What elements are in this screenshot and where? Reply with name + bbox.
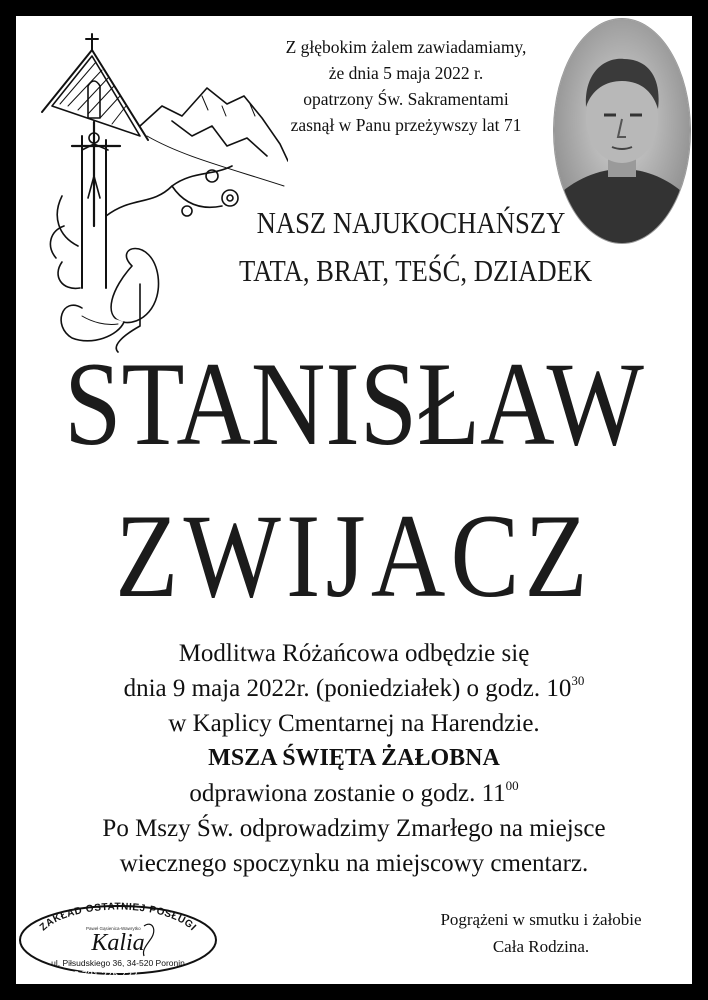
intro-line: że dnia 5 maja 2022 r. [328,63,484,83]
family-signature [426,906,656,960]
details-line: Modlitwa Różańcowa odbędzie się [178,640,530,667]
signature-line-1: Pogrążeni w smutku i żałobie [440,910,642,929]
details-line: wiecznego spoczynku na miejscowy cmentarz. [119,850,589,877]
funeral-home-arc-text: ZAKŁAD OSTATNIEJ POSŁUGI [37,901,199,934]
funeral-home-phone: tel. +48 721 275 722 [46,970,138,981]
mass-title: MSZA ŚWIĘTA ŻAŁOBNA [208,745,500,771]
intro-line: zasnął w Panu przeżywszy lat 71 [290,115,522,135]
details-line [16,776,692,811]
intro-line: opatrzony Św. Sakramentami [303,89,509,109]
signature-line-2: Cała Rodzina. [492,937,590,956]
relations-heading [239,199,593,295]
funeral-home-logo [16,896,220,976]
relations-line-2: TATA, BRAT, TEŚĆ, DZIADEK [239,253,593,288]
obituary-page [16,16,692,984]
funeral-home-address: ul. Piłsudskiego 36, 34-520 Poronin [51,958,185,968]
details-line: w Kaplicy Cmentarnej na Harendzie. [168,710,540,737]
ceremony-details [16,636,692,881]
relations-line-1: NASZ NAJUKOCHAŃSZY [256,205,566,240]
mass-time-text: odprawiona zostanie o godz. 11 [189,780,506,807]
details-line [16,671,692,706]
intro-line: Z głębokim żalem zawiadamiamy, [285,37,527,57]
funeral-home-owner: Paweł Gąsienica-Wawrytko [86,926,141,931]
rosary-time-text: dnia 9 maja 2022r. (poniedziałek) o godz. 10 [123,675,572,702]
announcement-intro [246,34,566,138]
deceased-last-name: ZWIJACZ [115,489,593,622]
mass-time-minutes: 00 [505,778,519,793]
funeral-home-name: Kalia [91,930,145,956]
details-line: Po Mszy Św. odprowadzimy Zmarłego na miejsce [102,815,606,842]
deceased-first-name: STANISŁAW [64,337,644,470]
rosary-time-minutes: 30 [571,673,585,688]
